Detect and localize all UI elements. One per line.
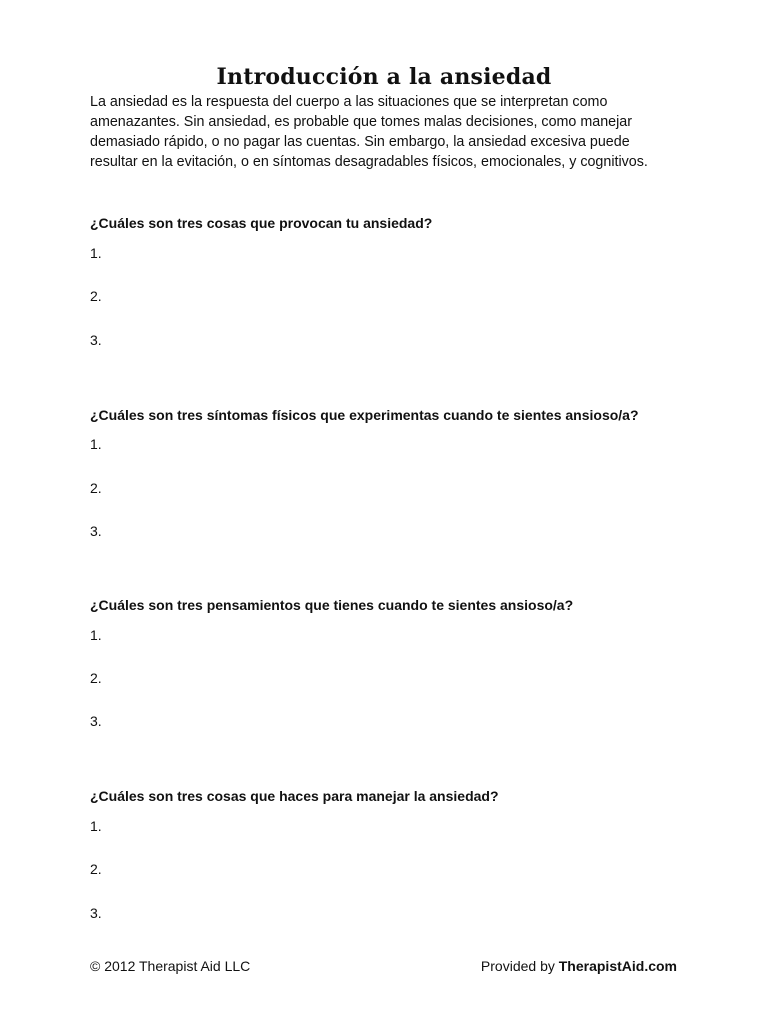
- answer-number: 2.: [90, 480, 102, 496]
- question-heading-coping: ¿Cuáles son tres cosas que haces para manejar la ansiedad?: [90, 788, 499, 804]
- footer-provided-by: [481, 957, 677, 975]
- answer-number: 1.: [90, 627, 102, 643]
- intro-line: amenazantes. Sin ansiedad, es probable que tomes malas decisiones, como manejar: [90, 114, 633, 130]
- question-heading-triggers: ¿Cuáles son tres cosas que provocan tu ansiedad?: [90, 215, 433, 231]
- answer-number: 3.: [90, 905, 102, 921]
- answer-number: 2.: [90, 861, 102, 877]
- answer-number: 2.: [90, 670, 102, 686]
- footer-copyright: © 2012 Therapist Aid LLC: [90, 958, 251, 974]
- answer-number: 1.: [90, 818, 102, 834]
- answer-number: 2.: [90, 288, 102, 304]
- answer-number: 1.: [90, 436, 102, 452]
- question-heading-thoughts: ¿Cuáles son tres pensamientos que tienes cuando te sientes ansioso/a?: [90, 597, 574, 613]
- intro-paragraph: [90, 92, 690, 172]
- answer-number: 3.: [90, 332, 102, 348]
- intro-line: demasiado rápido, o no pagar las cuentas. Sin embargo, la ansiedad excesiva puede: [90, 134, 630, 150]
- question-heading-symptoms: ¿Cuáles son tres síntomas físicos que experimentas cuando te sientes ansioso/a?: [90, 407, 639, 423]
- answer-number: 3.: [90, 523, 102, 539]
- footer-provided-prefix: Provided by: [480, 958, 559, 974]
- footer-brand-link[interactable]: TherapistAid.com: [558, 958, 677, 974]
- answer-number: 3.: [90, 713, 102, 729]
- intro-line: La ansiedad es la respuesta del cuerpo a las situaciones que se interpretan como: [90, 94, 608, 110]
- intro-line: resultar en la evitación, o en síntomas desagradables físicos, emocionales, y cognitivos.: [90, 154, 648, 170]
- page-title: Introducción a la ansiedad: [216, 63, 552, 90]
- answer-number: 1.: [90, 245, 102, 261]
